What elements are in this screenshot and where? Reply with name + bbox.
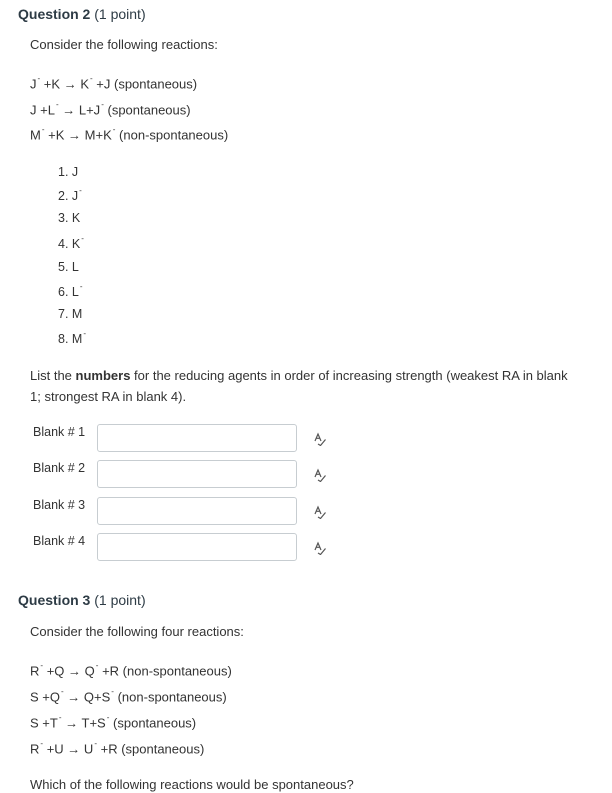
question-2-prompt: Consider the following reactions: — [30, 37, 218, 52]
question-3-title: Question 3 — [18, 592, 91, 608]
reaction-row: R- +U → U- +R (spontaneous) — [30, 739, 205, 757]
question-3-question: Which of the following reactions would be spontaneous? — [30, 777, 354, 792]
question-2-points: (1 point) — [94, 6, 146, 22]
list-item: 1. J — [58, 165, 79, 180]
spellcheck-icon[interactable] — [313, 432, 327, 446]
question-3-prompt: Consider the following four reactions: — [30, 624, 244, 639]
question-2-header — [18, 6, 146, 22]
spellcheck-icon[interactable] — [313, 505, 327, 519]
blank-1-input[interactable] — [97, 424, 297, 452]
list-item: 3. K — [58, 211, 81, 226]
blank-3-label: Blank # 3 — [33, 498, 86, 512]
blank-2-input[interactable] — [97, 460, 297, 488]
blank-4-input[interactable] — [97, 533, 297, 561]
blank-1-label: Blank # 1 — [33, 425, 86, 439]
reaction-row: S +T- → T+S- (spontaneous) — [30, 713, 197, 731]
spellcheck-icon[interactable] — [313, 468, 327, 482]
blank-3-input[interactable] — [97, 497, 297, 525]
reaction-row: J- +K → K- +J (spontaneous) — [30, 74, 198, 92]
reaction-row: J +L- → L+J- (spontaneous) — [30, 100, 191, 118]
list-item: 4. K- — [58, 234, 84, 252]
list-item: 6. L- — [58, 282, 83, 300]
blank-4-label: Blank # 4 — [33, 534, 86, 548]
spellcheck-icon[interactable] — [313, 541, 327, 555]
reaction-row: M- +K → M+K- (non-spontaneous) — [30, 125, 229, 143]
question-2-instructions: List the numbers for the reducing agents in order of increasing strength (weakest RA in blank 1; strongest RA in blank 4). — [30, 368, 568, 404]
reaction-row: S +Q- → Q+S- (non-spontaneous) — [30, 687, 227, 705]
list-item: 7. M — [58, 307, 83, 322]
list-item: 5. L — [58, 260, 79, 275]
blank-2-label: Blank # 2 — [33, 461, 86, 475]
list-item: 8. M- — [58, 329, 87, 347]
question-3-header — [18, 592, 146, 608]
reaction-row: R- +Q → Q- +R (non-spontaneous) — [30, 661, 232, 679]
question-3-points: (1 point) — [94, 592, 146, 608]
question-2-title: Question 2 — [18, 6, 91, 22]
list-item: 2. J- — [58, 186, 82, 204]
